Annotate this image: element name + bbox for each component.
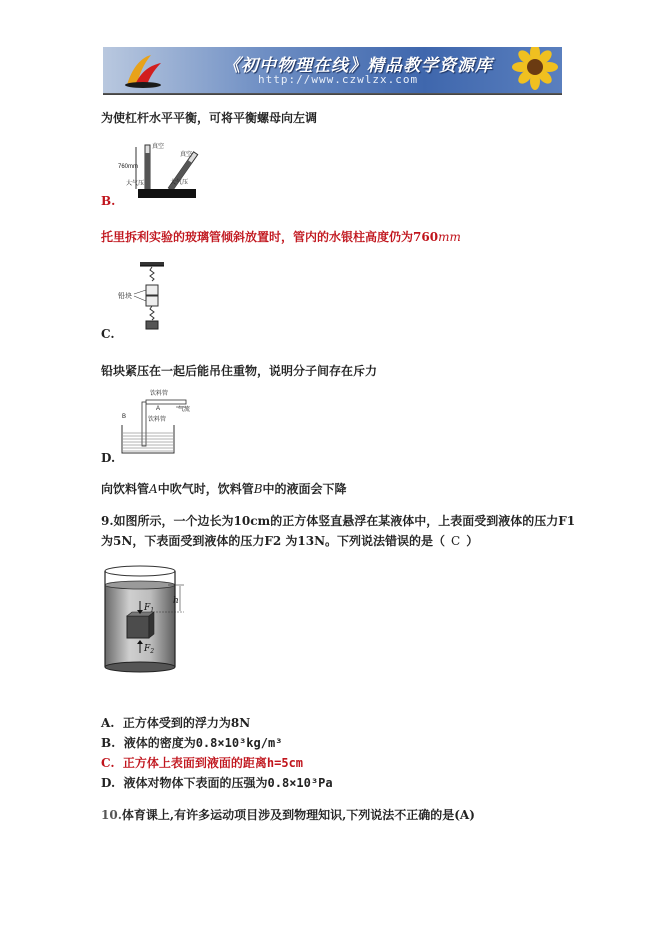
torricelli-pressure-left: 大气压 <box>126 181 145 187</box>
q9-line2: 为5N，下表面受到液体的压力F2 为13N。下列说法错误的是（ C ） <box>101 534 479 548</box>
straw-flow-label: 气流 <box>178 407 191 413</box>
depth-h-label: h <box>173 596 179 606</box>
cylinder-figure <box>100 561 200 676</box>
site-title: 《初中物理在线》精品教学资源库 <box>223 56 493 76</box>
header-rule <box>103 94 562 95</box>
straw-top-label: 饮料管 <box>150 391 169 397</box>
q9-option-b: B. 液体的密度为0.8×10³kg/m³ <box>101 736 283 750</box>
lead-blocks-figure <box>118 261 178 331</box>
site-url[interactable]: http://www.czwlzx.com <box>258 73 419 86</box>
sunflower-icon <box>493 47 562 93</box>
site-logo-icon <box>121 51 165 89</box>
q9-option-c: C. 正方体上表面到液面的距离h=5cm <box>101 756 304 770</box>
q9-option-d: D. 液体对物体下表面的压强为0.8×10³Pa <box>101 776 333 790</box>
lead-label: 铅块 <box>118 293 132 300</box>
option-b-label: B. <box>101 194 116 208</box>
straw-figure <box>118 387 200 455</box>
torricelli-pressure-right: 大气压 <box>170 180 189 186</box>
torricelli-height-label: 760mm <box>118 164 139 170</box>
q10-text: 10.体育课上,有许多运动项目涉及到物理知识,下列说法不正确的是(A) <box>101 808 475 822</box>
option-d-text: 向饮料管A中吹气时，饮料管B中的液面会下降 <box>101 482 347 496</box>
torricelli-vacuum-right: 真空 <box>180 152 193 158</box>
torricelli-figure <box>118 139 210 201</box>
option-c-label: C. <box>101 327 115 341</box>
q9-option-a: A. 正方体受到的浮力为8N <box>101 716 251 730</box>
header-banner <box>103 47 562 94</box>
force-f2-label: $F_2$ <box>144 644 155 655</box>
option-d-label: D. <box>101 451 116 465</box>
option-c-text: 铅块紧压在一起后能吊住重物，说明分子间存在斥力 <box>101 364 378 378</box>
straw-a-label: A <box>156 406 161 412</box>
option-b-text: 托里拆利实验的玻璃管倾斜放置时，管内的水银柱高度仍为760mm <box>101 230 461 244</box>
force-f1-label: $F_1$ <box>144 603 155 614</box>
straw-bottom-label: 饮料管 <box>148 417 167 423</box>
option-a-text: 为使杠杆水平平衡，可将平衡螺母向左调 <box>101 111 318 125</box>
torricelli-vacuum-left: 真空 <box>152 144 165 150</box>
straw-b-label: B <box>122 414 127 420</box>
q9-line1: 9.如图所示，一个边长为10cm的正方体竖直悬浮在某液体中，上表面受到液体的压力F1 <box>101 514 576 528</box>
